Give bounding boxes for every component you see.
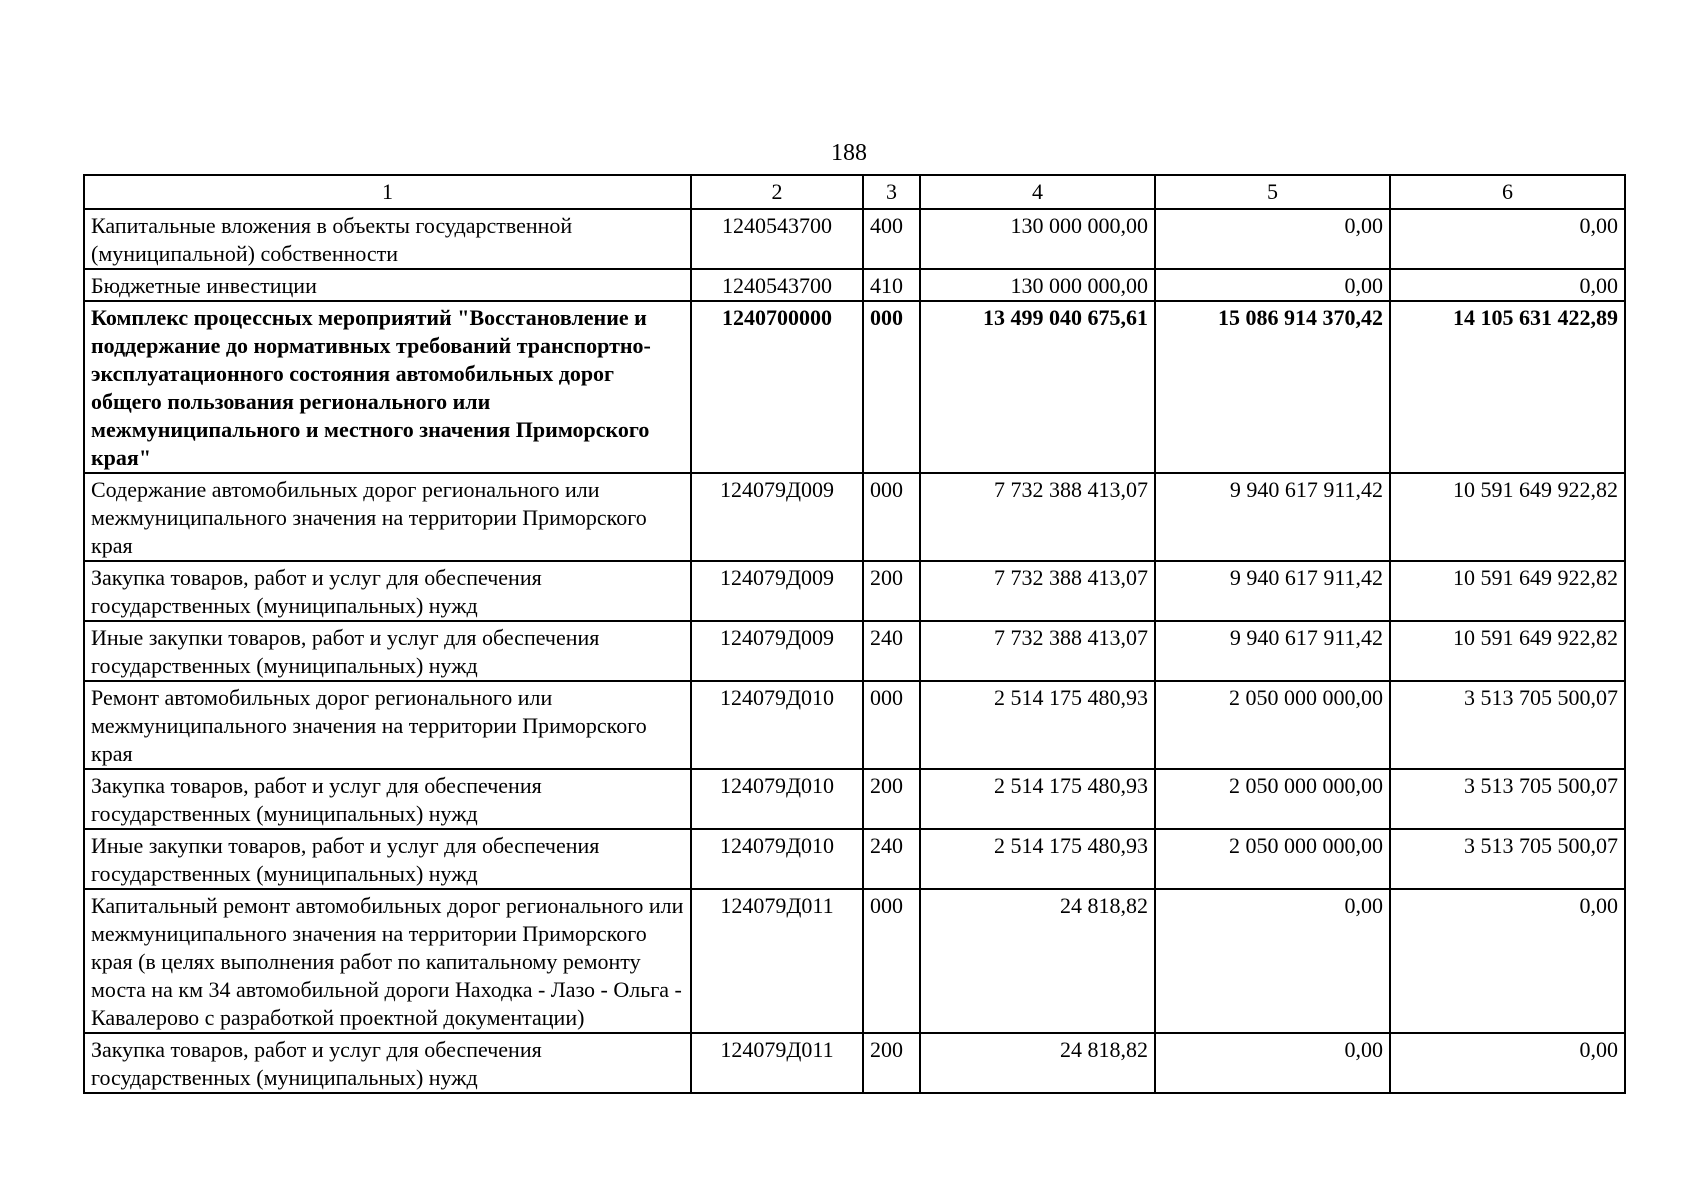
cell-amount-1: 24 818,82 xyxy=(920,889,1155,1033)
cell-amount-1: 130 000 000,00 xyxy=(920,269,1155,301)
table-row xyxy=(84,473,1625,561)
cell-expense-type: 000 xyxy=(863,889,920,1033)
cell-expense-type: 200 xyxy=(863,1033,920,1093)
cell-name: Закупка товаров, работ и услуг для обеспечения государственных (муниципальных) нужд xyxy=(84,769,691,829)
cell-code: 124079Д010 xyxy=(691,769,863,829)
cell-expense-type: 000 xyxy=(863,301,920,473)
header-cell: 1 xyxy=(84,175,691,209)
cell-amount-3: 14 105 631 422,89 xyxy=(1390,301,1625,473)
cell-amount-1: 7 732 388 413,07 xyxy=(920,473,1155,561)
cell-code: 124079Д009 xyxy=(691,621,863,681)
cell-amount-1: 7 732 388 413,07 xyxy=(920,561,1155,621)
cell-expense-type: 240 xyxy=(863,621,920,681)
cell-amount-3: 0,00 xyxy=(1390,1033,1625,1093)
table-row xyxy=(84,621,1625,681)
cell-expense-type: 410 xyxy=(863,269,920,301)
cell-amount-3: 10 591 649 922,82 xyxy=(1390,473,1625,561)
table-row xyxy=(84,681,1625,769)
cell-expense-type: 000 xyxy=(863,473,920,561)
table-body xyxy=(84,209,1625,1093)
cell-amount-2: 9 940 617 911,42 xyxy=(1155,621,1390,681)
cell-amount-1: 130 000 000,00 xyxy=(920,209,1155,269)
cell-amount-2: 9 940 617 911,42 xyxy=(1155,561,1390,621)
cell-amount-2: 2 050 000 000,00 xyxy=(1155,769,1390,829)
header-cell: 2 xyxy=(691,175,863,209)
cell-name: Бюджетные инвестиции xyxy=(84,269,691,301)
cell-expense-type: 000 xyxy=(863,681,920,769)
cell-code: 124079Д009 xyxy=(691,473,863,561)
table-row xyxy=(84,301,1625,473)
cell-amount-3: 3 513 705 500,07 xyxy=(1390,681,1625,769)
cell-amount-3: 10 591 649 922,82 xyxy=(1390,621,1625,681)
cell-code: 1240543700 xyxy=(691,269,863,301)
cell-name: Капитальный ремонт автомобильных дорог регионального или межмуниципального значения на территории Приморского края (в целях выполнения работ по капитальному ремонту моста на км 34 автомобильной дороги Находка - Лазо - Ольга - Кавалерово с разработкой проектной документации) xyxy=(84,889,691,1033)
cell-code: 1240543700 xyxy=(691,209,863,269)
cell-code: 124079Д010 xyxy=(691,829,863,889)
page-number: 188 xyxy=(831,140,867,166)
cell-amount-2: 0,00 xyxy=(1155,889,1390,1033)
table-row xyxy=(84,829,1625,889)
cell-expense-type: 200 xyxy=(863,561,920,621)
cell-amount-1: 7 732 388 413,07 xyxy=(920,621,1155,681)
cell-name: Закупка товаров, работ и услуг для обеспечения государственных (муниципальных) нужд xyxy=(84,1033,691,1093)
cell-amount-2: 2 050 000 000,00 xyxy=(1155,829,1390,889)
header-row xyxy=(84,175,1625,209)
cell-code: 124079Д010 xyxy=(691,681,863,769)
cell-amount-3: 3 513 705 500,07 xyxy=(1390,829,1625,889)
cell-name: Закупка товаров, работ и услуг для обеспечения государственных (муниципальных) нужд xyxy=(84,561,691,621)
header-cell: 3 xyxy=(863,175,920,209)
cell-code: 124079Д011 xyxy=(691,889,863,1033)
table-row xyxy=(84,561,1625,621)
cell-code: 124079Д011 xyxy=(691,1033,863,1093)
table-row xyxy=(84,269,1625,301)
cell-name: Иные закупки товаров, работ и услуг для обеспечения государственных (муниципальных) нужд xyxy=(84,829,691,889)
cell-amount-2: 0,00 xyxy=(1155,209,1390,269)
cell-code: 1240700000 xyxy=(691,301,863,473)
cell-amount-3: 0,00 xyxy=(1390,889,1625,1033)
cell-name: Содержание автомобильных дорог регионального или межмуниципального значения на территории Приморского края xyxy=(84,473,691,561)
budget-table xyxy=(83,174,1626,1094)
cell-amount-3: 0,00 xyxy=(1390,269,1625,301)
cell-amount-3: 3 513 705 500,07 xyxy=(1390,769,1625,829)
table-row xyxy=(84,1033,1625,1093)
table-row xyxy=(84,889,1625,1033)
cell-amount-1: 2 514 175 480,93 xyxy=(920,769,1155,829)
cell-expense-type: 400 xyxy=(863,209,920,269)
cell-amount-1: 13 499 040 675,61 xyxy=(920,301,1155,473)
cell-code: 124079Д009 xyxy=(691,561,863,621)
header-cell: 5 xyxy=(1155,175,1390,209)
cell-amount-3: 0,00 xyxy=(1390,209,1625,269)
cell-amount-2: 0,00 xyxy=(1155,1033,1390,1093)
cell-amount-2: 0,00 xyxy=(1155,269,1390,301)
cell-expense-type: 240 xyxy=(863,829,920,889)
cell-amount-2: 2 050 000 000,00 xyxy=(1155,681,1390,769)
cell-name: Иные закупки товаров, работ и услуг для обеспечения государственных (муниципальных) нужд xyxy=(84,621,691,681)
cell-amount-3: 10 591 649 922,82 xyxy=(1390,561,1625,621)
cell-amount-2: 9 940 617 911,42 xyxy=(1155,473,1390,561)
cell-name: Комплекс процессных мероприятий "Восстановление и поддержание до нормативных требований транспортно-эксплуатационного состояния автомобильных дорог общего пользования регионального или межмуниципального и местного значения Приморского края" xyxy=(84,301,691,473)
cell-amount-1: 24 818,82 xyxy=(920,1033,1155,1093)
table-row xyxy=(84,769,1625,829)
cell-expense-type: 200 xyxy=(863,769,920,829)
table-row xyxy=(84,209,1625,269)
cell-amount-2: 15 086 914 370,42 xyxy=(1155,301,1390,473)
cell-amount-1: 2 514 175 480,93 xyxy=(920,681,1155,769)
cell-amount-1: 2 514 175 480,93 xyxy=(920,829,1155,889)
cell-name: Ремонт автомобильных дорог регионального или межмуниципального значения на территории Приморского края xyxy=(84,681,691,769)
cell-name: Капитальные вложения в объекты государственной (муниципальной) собственности xyxy=(84,209,691,269)
header-cell: 4 xyxy=(920,175,1155,209)
header-cell: 6 xyxy=(1390,175,1625,209)
